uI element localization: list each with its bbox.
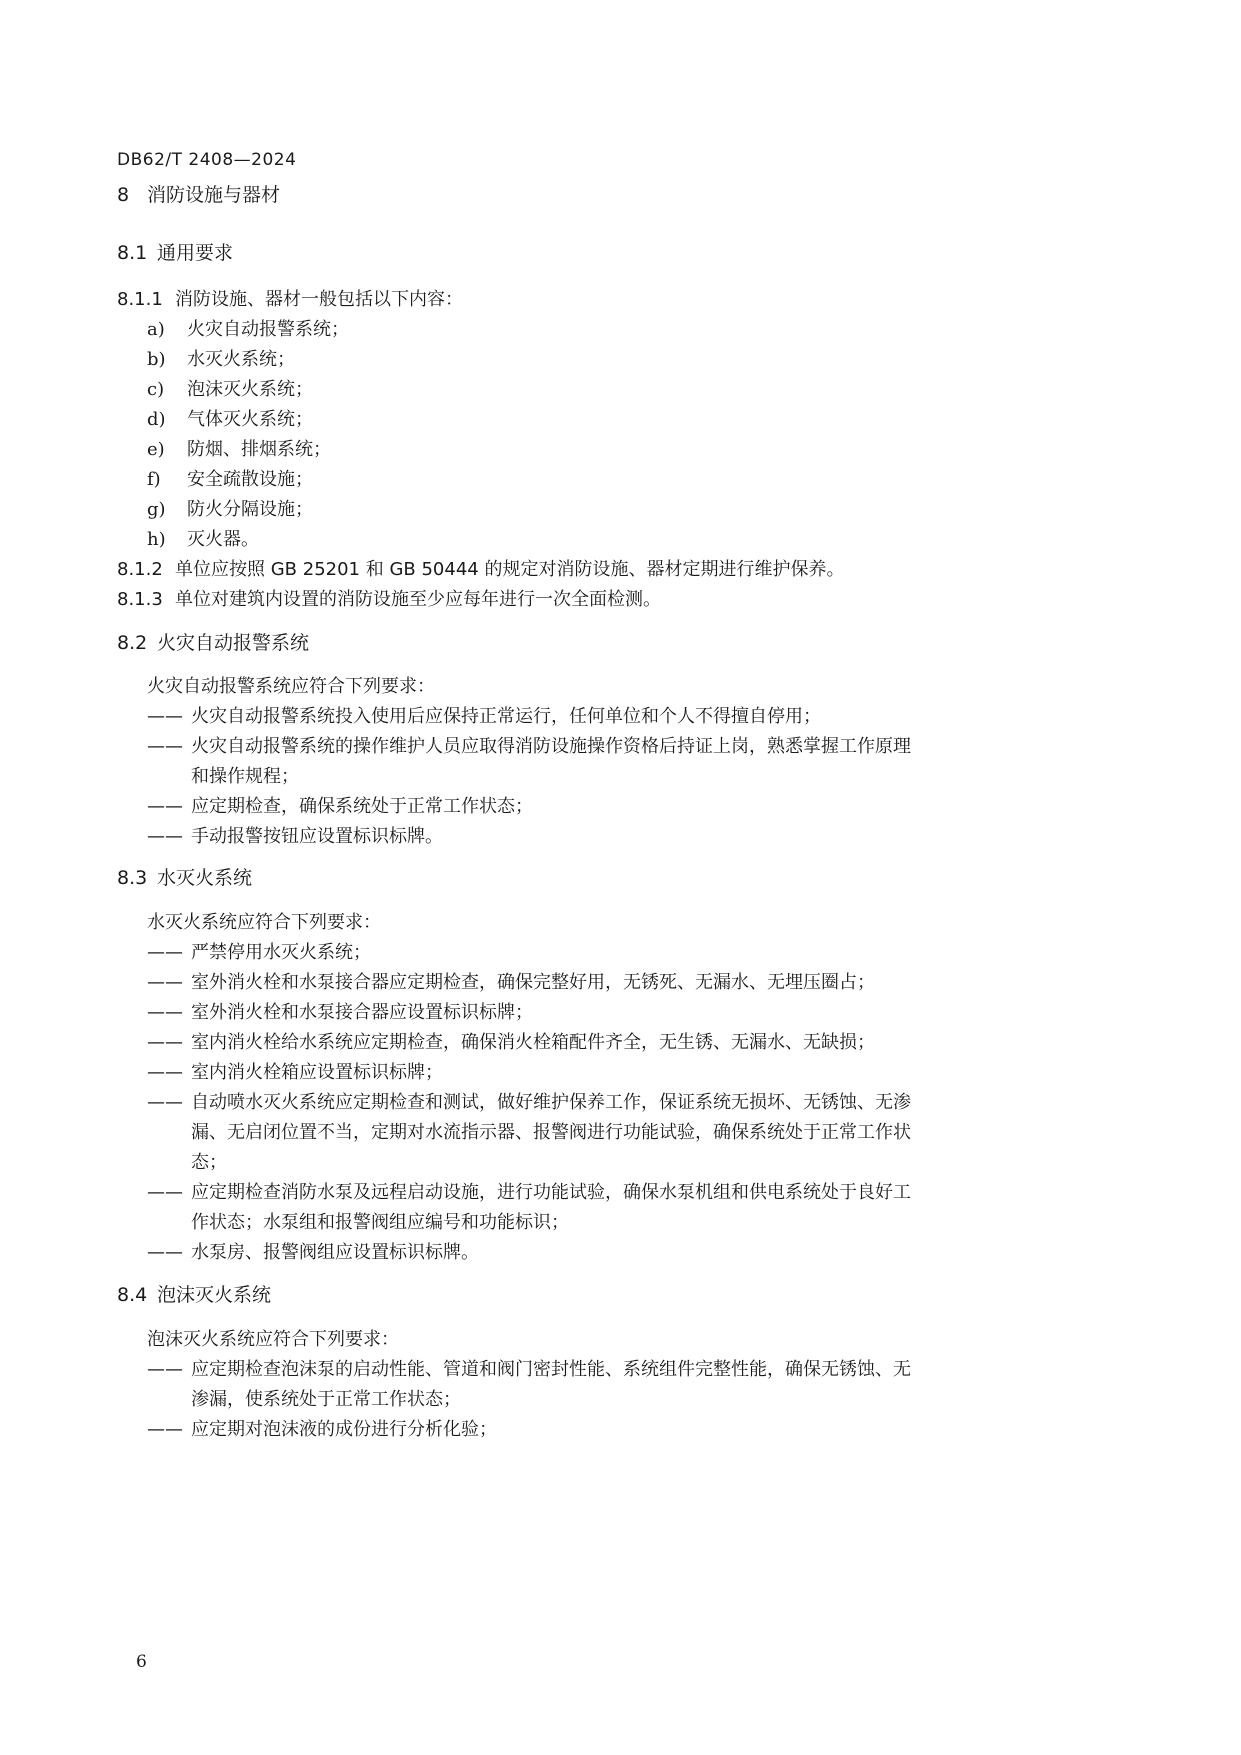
dash-item: —— 火灾自动报警系统的操作维护人员应取得消防设施操作资格后持证上岗，熟悉掌握工作原理 xyxy=(147,736,911,757)
section-title: 通用要求 xyxy=(157,242,234,264)
list-item: e) 防烟、排烟系统； xyxy=(147,439,331,460)
section-8-3-heading xyxy=(117,867,252,889)
list-item: c) 泡沫灭火系统； xyxy=(147,379,313,400)
section-number: 8.4 xyxy=(117,1284,148,1306)
dash-item: —— 手动报警按钮应设置标识标牌。 xyxy=(147,826,443,847)
clause-8-1-1 xyxy=(117,289,463,311)
dash-item-continuation: 和操作规程； xyxy=(191,766,299,787)
dash-item: —— 严禁停用水灭火系统； xyxy=(147,942,371,963)
list-item: b) 水灭火系统； xyxy=(147,349,295,370)
dash-item: —— 应定期检查，确保系统处于正常工作状态； xyxy=(147,796,533,817)
dash-item: —— 自动喷水灭火系统应定期检查和测试，做好维护保养工作，保证系统无损坏、无锈蚀、无渗 xyxy=(147,1092,911,1113)
dash-item: —— 室外消火栓和水泵接合器应定期检查，确保完整好用，无锈死、无漏水、无埋压圈占； xyxy=(147,972,875,993)
section-8-heading xyxy=(117,184,280,206)
section-number: 8.1 xyxy=(117,242,148,264)
standard-number: DB62/T 2408—2024 xyxy=(117,150,297,170)
clause-number: 8.1.3 xyxy=(117,589,163,610)
list-item: d) 气体灭火系统； xyxy=(147,409,313,430)
clause-text: 消防设施、器材一般包括以下内容： xyxy=(175,289,463,310)
section-title: 泡沫灭火系统 xyxy=(157,1284,272,1306)
section-title: 消防设施与器材 xyxy=(147,184,281,206)
dash-item: —— 室内消火栓给水系统应定期检查，确保消火栓箱配件齐全，无生锈、无漏水、无缺损； xyxy=(147,1032,875,1053)
dash-item-continuation: 漏、无启闭位置不当，定期对水流指示器、报警阀进行功能试验，确保系统处于正常工作状 xyxy=(191,1122,911,1143)
list-item: a) 火灾自动报警系统； xyxy=(147,319,349,340)
clause-text: 单位应按照 GB 25201 和 GB 50444 的规定对消防设施、器材定期进行维护保养。 xyxy=(175,559,845,580)
paragraph: 泡沫灭火系统应符合下列要求： xyxy=(147,1329,399,1350)
clause-number: 8.1.2 xyxy=(117,559,163,580)
dash-item: —— 室内消火栓箱应设置标识标牌； xyxy=(147,1062,443,1083)
list-item: f) 安全疏散设施； xyxy=(147,469,313,490)
clause-text: 单位对建筑内设置的消防设施至少应每年进行一次全面检测。 xyxy=(175,589,661,610)
section-number: 8.3 xyxy=(117,867,148,889)
dash-item: —— 应定期检查消防水泵及远程启动设施，进行功能试验，确保水泵机组和供电系统处于良好工 xyxy=(147,1182,911,1203)
section-title: 火灾自动报警系统 xyxy=(157,632,310,654)
section-8-1-heading xyxy=(117,242,233,264)
section-number: 8.2 xyxy=(117,632,148,654)
paragraph: 水灭火系统应符合下列要求： xyxy=(147,912,381,933)
clause-8-1-3 xyxy=(117,589,661,611)
dash-item: —— 应定期对泡沫液的成份进行分析化验； xyxy=(147,1419,497,1440)
clause-number: 8.1.1 xyxy=(117,289,163,310)
section-8-2-heading xyxy=(117,632,309,654)
paragraph: 火灾自动报警系统应符合下列要求： xyxy=(147,676,435,697)
dash-item: —— 火灾自动报警系统投入使用后应保持正常运行，任何单位和个人不得擅自停用； xyxy=(147,706,821,727)
dash-item: —— 水泵房、报警阀组应设置标识标牌。 xyxy=(147,1242,479,1263)
page-number: 6 xyxy=(136,1652,147,1672)
dash-item-continuation: 态； xyxy=(191,1152,227,1173)
clause-8-1-2 xyxy=(117,559,844,581)
section-number: 8 xyxy=(117,184,130,206)
list-item: h) 灭火器。 xyxy=(147,529,259,550)
section-title: 水灭火系统 xyxy=(157,867,253,889)
dash-item: —— 应定期检查泡沫泵的启动性能、管道和阀门密封性能、系统组件完整性能，确保无锈蚀、无 xyxy=(147,1359,911,1380)
section-8-4-heading xyxy=(117,1284,271,1306)
list-item: g) 防火分隔设施； xyxy=(147,499,313,520)
dash-item: —— 室外消火栓和水泵接合器应设置标识标牌； xyxy=(147,1002,533,1023)
dash-item-continuation: 渗漏，使系统处于正常工作状态； xyxy=(191,1389,461,1410)
dash-item-continuation: 作状态；水泵组和报警阀组应编号和功能标识； xyxy=(191,1212,569,1233)
